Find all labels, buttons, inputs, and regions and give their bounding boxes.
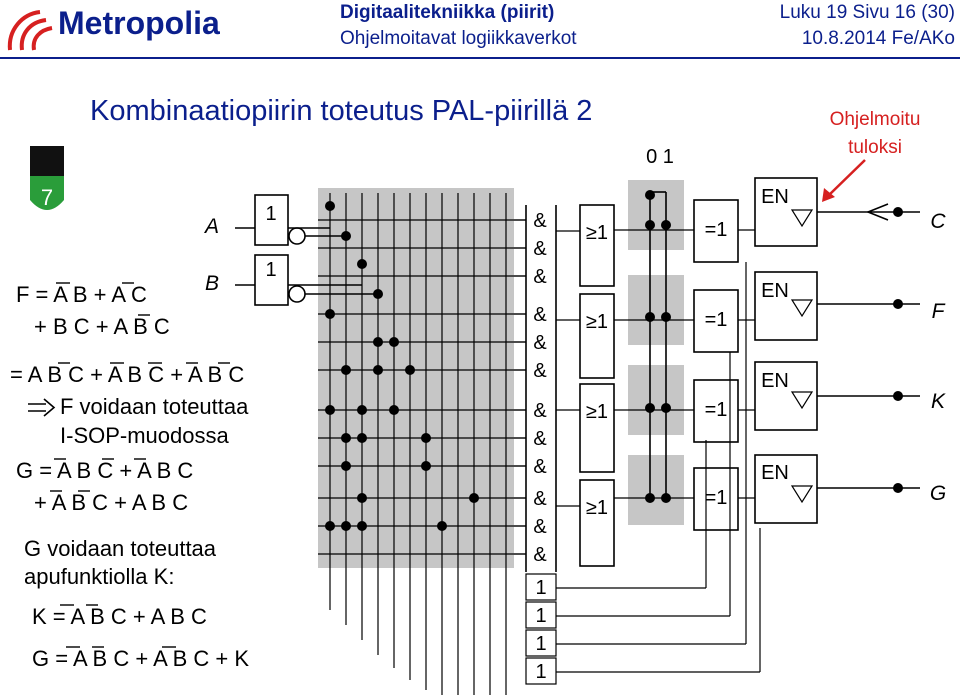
equation-f-line1: F = A B + A C	[16, 282, 147, 307]
xor-program-cell-1	[628, 180, 684, 250]
equation-k: K = A B C + A B C	[32, 604, 207, 629]
input-buffer-a	[235, 195, 305, 245]
xor-program-cell-4	[628, 455, 684, 525]
output-junction-dot	[893, 299, 903, 309]
fuse-dot	[341, 433, 351, 443]
equation-g-line2: + A B C + A B C	[34, 490, 189, 515]
constant-one-label: 1	[535, 577, 547, 599]
input-buffer-b	[235, 255, 305, 305]
or-gate-label: ≥1	[585, 401, 609, 423]
fuse-dot	[421, 461, 431, 471]
fuse-dot	[341, 461, 351, 471]
fuse-dot	[357, 493, 367, 503]
output-k-label: K	[930, 390, 946, 413]
output-junction-dot	[893, 207, 903, 217]
implies-arrow-icon	[28, 399, 54, 416]
enable-label-k: EN	[761, 370, 789, 392]
fuse-dot	[325, 201, 335, 211]
equation-g-line1: G = A B C + A B C	[16, 458, 194, 483]
and-gate-label: &	[533, 210, 547, 232]
programmed-note-line2: tuloksi	[848, 137, 902, 158]
enable-label-g: EN	[761, 462, 789, 484]
output-junction-dot	[893, 483, 903, 493]
date-author: 10.8.2014 Fe/AKo	[801, 28, 955, 49]
and-array-area	[318, 188, 514, 568]
output-g-label: G	[929, 482, 947, 505]
fuse-dot	[357, 405, 367, 415]
gate-column	[514, 190, 920, 684]
xor-gate-label: =1	[704, 219, 728, 241]
xor-fuse-dot	[645, 403, 655, 413]
course-title: Digitaalitekniikka (piirit)	[340, 2, 555, 23]
or-gate-label: ≥1	[585, 222, 609, 244]
fuse-dot	[421, 433, 431, 443]
equation-f-line2: + B C + A B C	[34, 314, 170, 339]
slide-number-badge	[30, 146, 64, 210]
output-buffer-f	[755, 272, 817, 340]
constant-one-label: 1	[535, 661, 547, 683]
or-gate	[580, 294, 614, 378]
fuse-dot	[341, 521, 351, 531]
fuse-dot	[357, 259, 367, 269]
output-buffer-c	[755, 178, 817, 246]
bit-labels: 0 1	[646, 146, 674, 168]
logo-text: Metropolia	[58, 5, 220, 41]
fuse-dot	[357, 521, 367, 531]
buffer-a-label: 1	[265, 203, 277, 225]
badge-number: 7	[40, 185, 54, 210]
input-b-label: B	[205, 272, 220, 295]
xor-program-cell-3	[628, 365, 684, 435]
fuse-dot	[373, 365, 383, 375]
fuse-dot	[373, 337, 383, 347]
and-gate-label: &	[533, 360, 547, 382]
and-gate-label: &	[533, 456, 547, 478]
chapter-page: Luku 19 Sivu 16 (30)	[779, 2, 955, 23]
and-gate-label: &	[533, 332, 547, 354]
course-subtitle: Ohjelmoitavat logiikkaverkot	[340, 28, 577, 49]
input-a-label: A	[205, 215, 220, 238]
xor-fuse-dot	[645, 190, 655, 200]
and-gate-label: &	[533, 544, 547, 566]
fuse-dot	[325, 405, 335, 415]
fuse-dot	[405, 365, 415, 375]
note-f-line1: F voidaan toteuttaa	[60, 394, 249, 419]
fuse-dot	[325, 309, 335, 319]
xor-fuse-dot	[661, 220, 671, 230]
buffer-b-label: 1	[265, 259, 277, 281]
xor-fuse-dot	[645, 220, 655, 230]
and-gate-label: &	[533, 238, 547, 260]
equation-f-line3: = A B C + A B C + A B C	[10, 362, 245, 387]
output-f-label: F	[931, 300, 945, 323]
fuse-dot	[389, 405, 399, 415]
note-g-line2: apufunktiolla K:	[24, 564, 175, 589]
or-gate-label: ≥1	[585, 311, 609, 333]
fuse-dot	[373, 289, 383, 299]
fuse-dot	[357, 433, 367, 443]
fuse-dot	[437, 521, 447, 531]
equations	[10, 282, 249, 671]
and-gate-label: &	[533, 304, 547, 326]
xor-fuse-dot	[661, 403, 671, 413]
programmed-arrow-icon	[822, 160, 865, 202]
equation-g-final: G = A B C + A B C + K	[32, 646, 250, 671]
xor-gate-label: =1	[704, 399, 728, 421]
enable-label-f: EN	[761, 280, 789, 302]
metropolia-logo	[10, 5, 220, 50]
note-f-line2: I-SOP-muodossa	[60, 423, 229, 448]
fuse-dot	[341, 365, 351, 375]
xor-program-cell-2	[628, 275, 684, 345]
constant-one-label: 1	[535, 605, 547, 627]
constant-one-label: 1	[535, 633, 547, 655]
note-g-line1: G voidaan toteuttaa	[24, 536, 217, 561]
or-gate-label: ≥1	[585, 497, 609, 519]
or-gate	[580, 205, 614, 286]
or-gate	[580, 480, 614, 566]
and-gate-label: &	[533, 266, 547, 288]
output-buffer-k	[755, 362, 817, 430]
output-c-label: C	[930, 210, 946, 233]
pal-circuit	[203, 178, 946, 695]
output-buffer-g	[755, 455, 817, 523]
programmed-note-line1: Ohjelmoitu	[829, 109, 921, 130]
fuse-dot	[341, 231, 351, 241]
and-gate-label: &	[533, 400, 547, 422]
output-junction-dot	[893, 391, 903, 401]
enable-label-c: EN	[761, 186, 789, 208]
fuse-dot	[469, 493, 479, 503]
fuse-dot	[325, 521, 335, 531]
and-gate-label: &	[533, 488, 547, 510]
and-gate-label: &	[533, 428, 547, 450]
xor-gate-label: =1	[704, 309, 728, 331]
xor-gate-label: =1	[704, 487, 728, 509]
or-gate	[580, 384, 614, 472]
fuse-dot	[389, 337, 399, 347]
and-gate-label: &	[533, 516, 547, 538]
slide-title: Kombinaatiopiirin toteutus PAL-piirillä 2	[90, 95, 593, 127]
